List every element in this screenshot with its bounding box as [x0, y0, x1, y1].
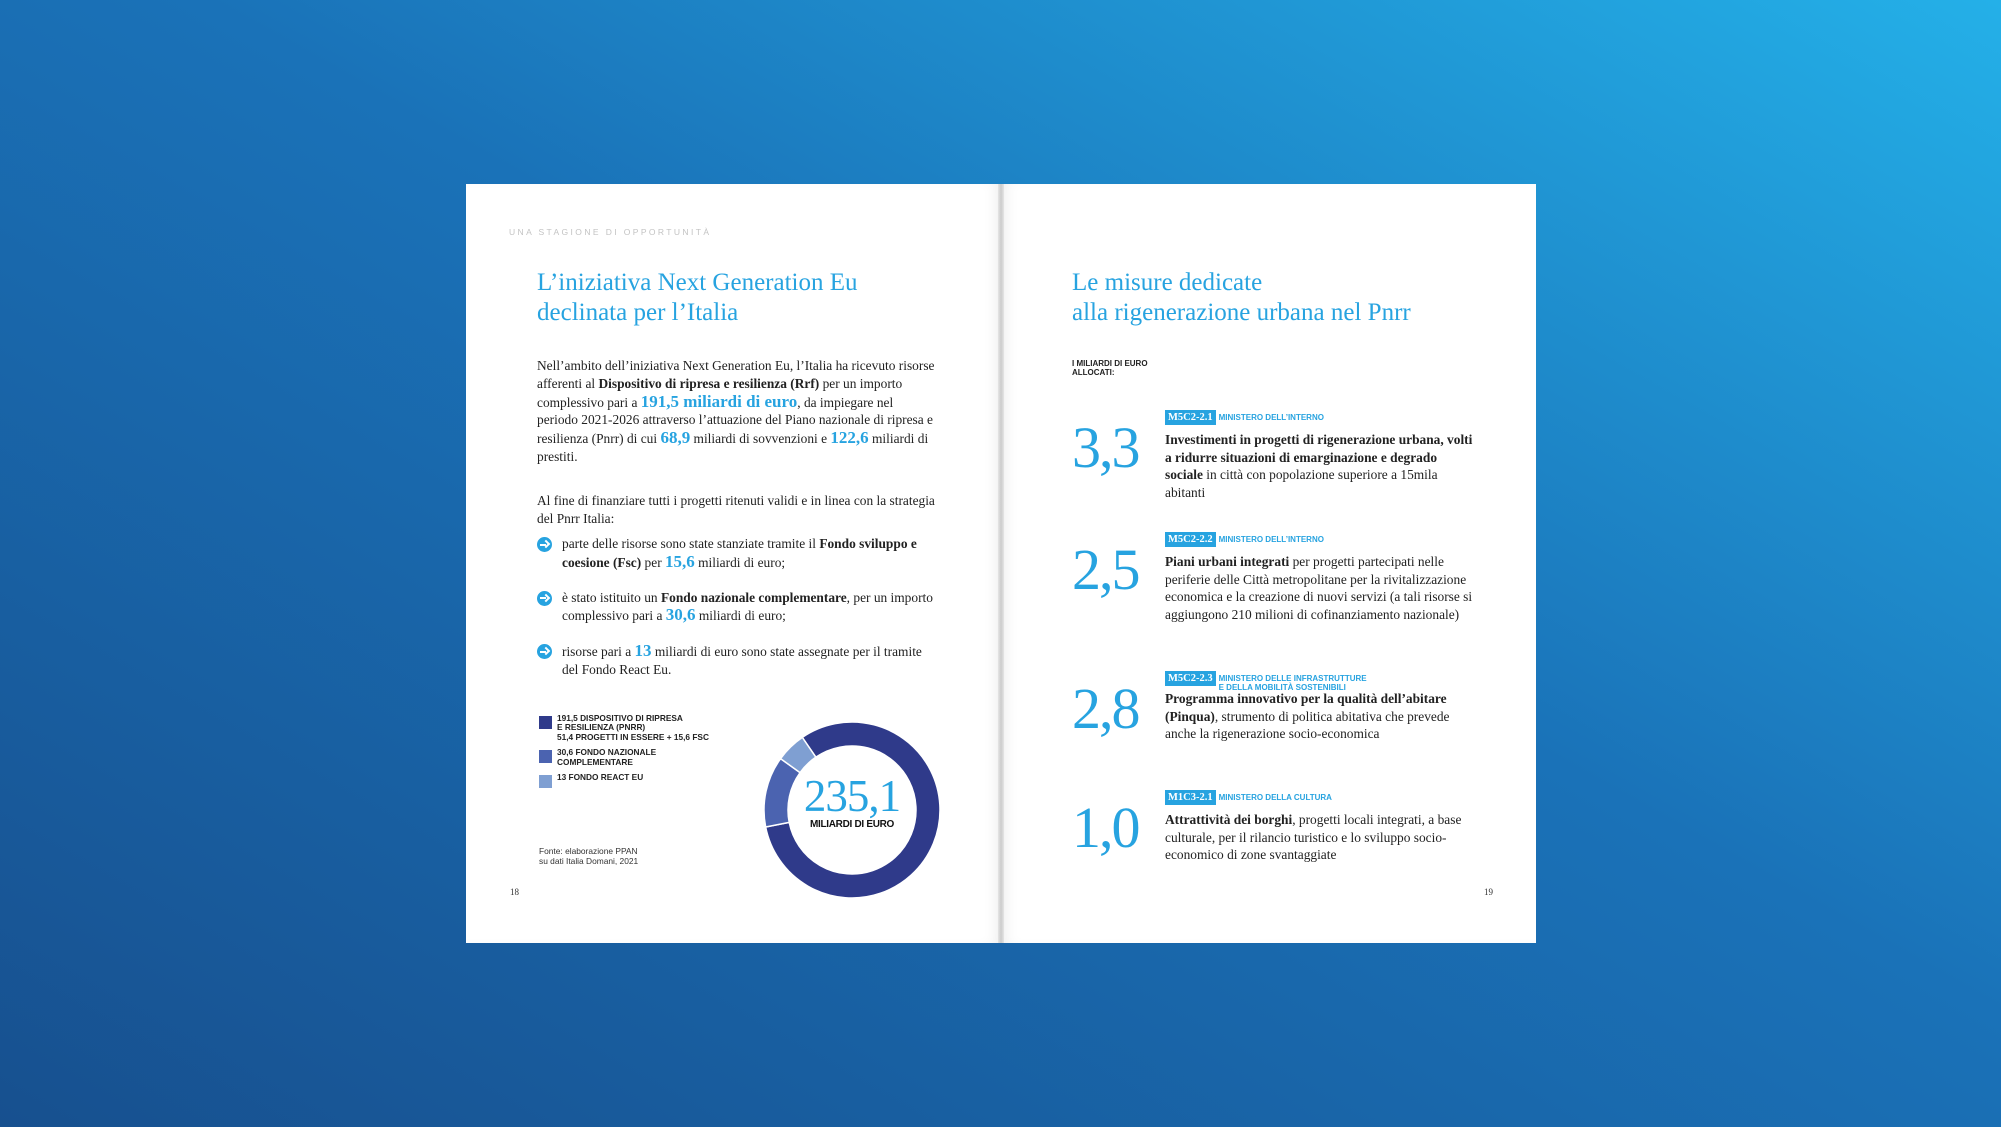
donut-chart — [762, 720, 942, 900]
bullet-item — [537, 589, 937, 626]
intro-text: per un importo complessivo pari a — [537, 375, 903, 410]
second-paragraph — [537, 492, 937, 528]
measure-bold: Attrattività dei borghi — [1165, 812, 1293, 827]
measure-bold: Investimenti in progetti di rigenerazione urbana, volti a ridurre situazioni di emarginazione e degrado sociale — [1165, 432, 1473, 483]
measure-header — [1165, 532, 1324, 550]
bullet-highlight: 13 — [634, 641, 652, 661]
intro-highlight: 68,9 — [660, 428, 691, 448]
title-line: Le misure dedicate — [1072, 269, 1263, 296]
bullet-text: risorse pari a — [562, 644, 635, 660]
measure-text: per progetti partecipati nelle periferie delle Città metropolitane per la rivitalizzazione economica e la creazione di nuovi servizi (a tali risorse si aggiungono 210 milioni di cofinanziamento nazionale) — [1165, 554, 1473, 622]
legend-label: 30,6 FONDO NAZIONALE COMPLEMENTARE — [557, 747, 657, 767]
donut-center-value: 235,1 — [803, 771, 901, 821]
measure-header — [1165, 671, 1367, 692]
measure-description — [1165, 553, 1475, 623]
arrow-right-icon — [537, 644, 552, 659]
bullet-bold: Fondo nazionale complementare — [660, 589, 847, 605]
measure-header — [1165, 790, 1332, 808]
page-number: 18 — [510, 887, 519, 897]
measure-text: in città con popolazione superiore a 15mila abitanti — [1165, 467, 1438, 500]
bullet-list — [537, 535, 937, 696]
ministry-label: MINISTERO DELLE INFRASTRUTTURE E DELLA MOBILITÀ SOSTENIBILI — [1218, 674, 1367, 692]
arrow-right-icon — [537, 537, 552, 552]
measure-text: , strumento di politica abitativa che prevede anche la rigenerazione socio-economica — [1165, 708, 1450, 742]
bullet-text: parte delle risorse sono state stanziate tramite il — [562, 536, 820, 551]
intro-text: Nell’ambito dell’iniziativa Next Generation Eu, l’Italia ha ricevuto risorse afferenti al — [537, 358, 935, 391]
measure-value: 3,3 — [1072, 415, 1139, 480]
spine-fold — [998, 184, 1004, 943]
second-paragraph-text: Al fine di finanziare tutti i progetti ritenuti validi e in linea con la strategia del Pnrr Italia: — [537, 493, 935, 526]
measure-code-badge: M1C3-2.1 — [1165, 790, 1216, 805]
measure-description — [1165, 811, 1475, 864]
legend-label: 191,5 DISPOSITIVO DI RIPRESA E RESILIENZA (PNRR) 51,4 PROGETTI IN ESSERE + 15,6 FSC — [557, 713, 709, 742]
bullet-item — [537, 535, 937, 572]
legend-label: 13 FONDO REACT EU — [557, 772, 644, 783]
page-number: 19 — [1484, 887, 1493, 897]
measure-value: 2,8 — [1072, 676, 1139, 741]
legend-item — [539, 748, 739, 767]
measure-description — [1165, 690, 1475, 743]
chart-legend — [539, 714, 739, 788]
measure-block — [1072, 532, 1492, 632]
left-page — [466, 184, 1001, 943]
intro-text: miliardi di prestiti. — [537, 431, 929, 464]
measure-code-badge: M5C2-2.1 — [1165, 410, 1216, 425]
intro-paragraph — [537, 357, 937, 466]
running-head: UNA STAGIONE DI OPPORTUNITÀ — [509, 227, 712, 237]
measure-bold: Programma innovativo per la qualità dell’abitare (Pinqua) — [1165, 691, 1447, 724]
bullet-highlight: 30,6 — [665, 605, 696, 625]
intro-text: , da impiegare nel periodo 2021-2026 attraverso l’attuazione del Piano nazionale di ripresa e resilienza (Pnrr) di cui — [537, 394, 933, 447]
measure-value: 2,5 — [1072, 537, 1139, 602]
right-page — [1001, 184, 1536, 943]
bullet-text: è stato istituito un — [562, 589, 661, 605]
legend-swatch — [539, 750, 552, 763]
title-line: declinata per l’Italia — [537, 299, 739, 326]
ministry-label: MINISTERO DELL’INTERNO — [1218, 413, 1324, 422]
bullet-text: , per un importo complessivo pari a — [562, 589, 933, 624]
bullet-highlight: 15,6 — [665, 551, 695, 571]
legend-item — [539, 773, 739, 782]
legend-swatch — [539, 716, 552, 729]
arrow-right-icon — [537, 591, 552, 606]
bullet-text: miliardi di euro; — [694, 554, 786, 570]
measure-code-badge: M5C2-2.2 — [1165, 532, 1216, 547]
measure-description — [1165, 431, 1475, 501]
booklet-spread — [466, 184, 1536, 943]
bullet-bold: Fondo sviluppo e coesione (Fsc) — [562, 536, 917, 570]
measure-block — [1072, 410, 1492, 510]
intro-bold: Dispositivo di ripresa e resilienza (Rrf) — [598, 375, 820, 391]
bullet-text: per — [641, 554, 665, 570]
intro-highlight: 122,6 — [830, 428, 869, 448]
legend-item — [539, 714, 739, 742]
donut-center-label: MILIARDI DI EURO — [809, 819, 895, 830]
measure-code-badge: M5C2-2.3 — [1165, 671, 1216, 686]
measure-text: , progetti locali integrati, a base culturale, per il rilancio turistico e lo sviluppo socio-economico di zone svantaggiate — [1165, 812, 1462, 863]
title-line: L’iniziativa Next Generation Eu — [537, 269, 858, 296]
intro-highlight: 191,5 miliardi di euro — [640, 391, 798, 411]
bullet-item — [537, 642, 937, 679]
bullet-text: miliardi di euro sono state assegnate per il tramite del Fondo React Eu. — [562, 644, 922, 677]
legend-swatch — [539, 775, 552, 788]
measure-header — [1165, 410, 1324, 428]
ministry-label: MINISTERO DELLA CULTURA — [1218, 793, 1332, 802]
ministry-label: MINISTERO DELL’INTERNO — [1218, 535, 1324, 544]
measure-bold: Piani urbani integrati — [1165, 554, 1290, 569]
allocated-label: I MILIARDI DI EURO ALLOCATI: — [1072, 359, 1148, 377]
measure-value: 1,0 — [1072, 795, 1139, 860]
measure-block — [1072, 671, 1492, 771]
source-note: Fonte: elaborazione PPAN su dati Italia Domani, 2021 — [539, 846, 639, 866]
intro-text: miliardi di sovvenzioni e — [690, 431, 831, 447]
measure-block — [1072, 790, 1492, 890]
right-page-title — [1072, 268, 1512, 328]
left-page-title — [537, 268, 957, 328]
bullet-text: miliardi di euro; — [695, 608, 786, 624]
title-line: alla rigenerazione urbana nel Pnrr — [1072, 299, 1411, 326]
